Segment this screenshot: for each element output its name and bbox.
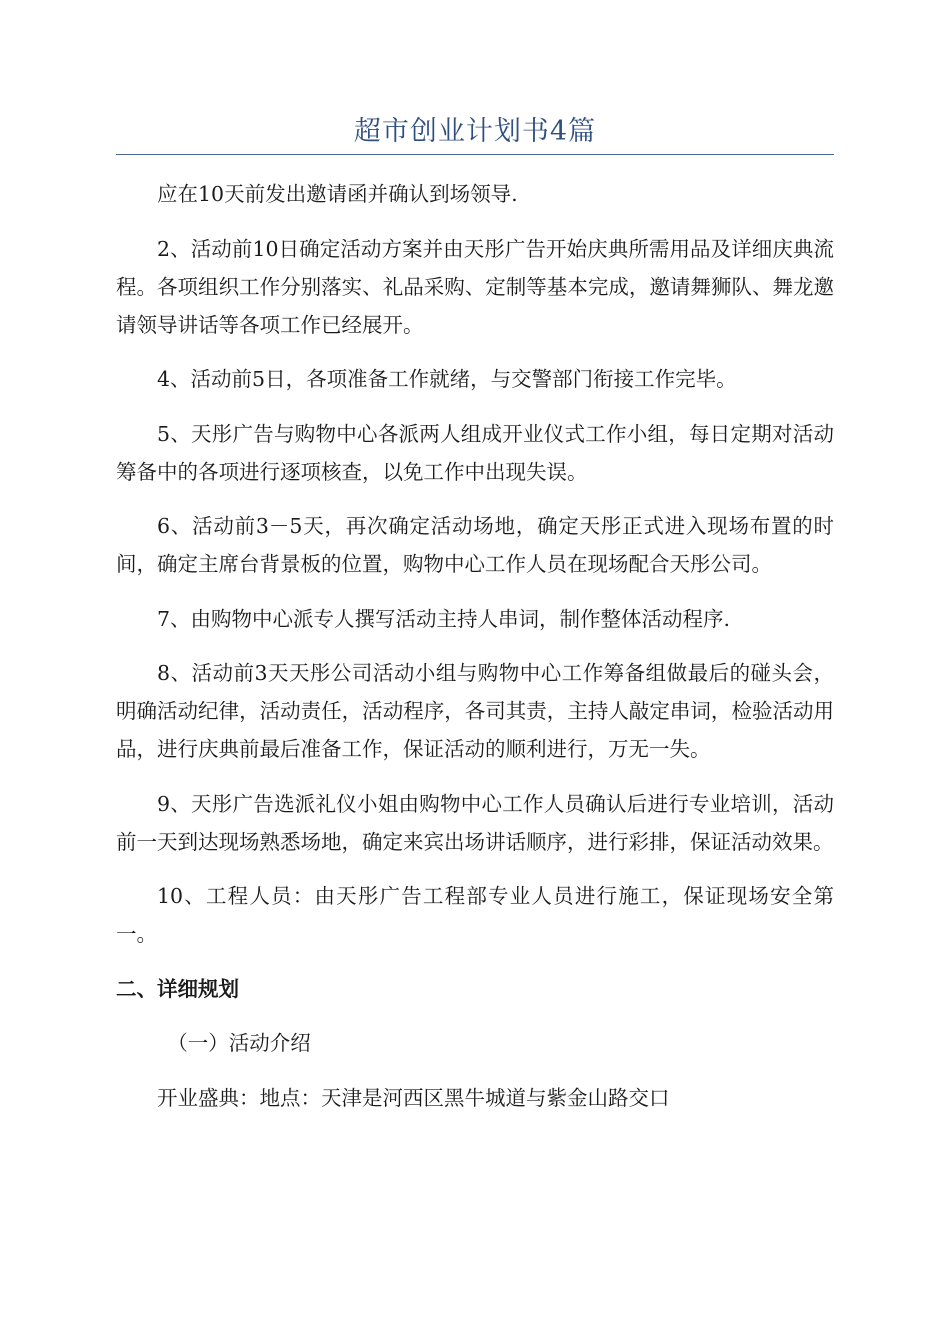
paragraph-invitation: 应在10天前发出邀请函并确认到场领导.: [157, 182, 518, 206]
section-heading: 二、详细规划: [116, 976, 239, 1001]
paragraph-item-7: 7、由购物中心派专人撰写活动主持人串词，制作整体活动程序.: [157, 606, 731, 631]
paragraph-venue: 开业盛典：地点：天津是河西区黑牛城道与紫金山路交口: [157, 1085, 670, 1110]
document-title: 超市创业计划书4篇: [353, 116, 597, 147]
paragraph-item-8: 8、活动前3天天彤公司活动小组与购物中心工作筹备组做最后的碰头会，明确活动纪律，活动责任，活动程序，各司其责，主持人敲定串词，检验活动用品，进行庆典前最后准备工作，保证活动的顺利进行，万无一失。: [116, 661, 834, 761]
paragraph-item-2: 2、活动前10日确定活动方案并由天彤广告开始庆典所需用品及详细庆典流程。各项组织工作分别落实、礼品采购、定制等基本完成，邀请舞狮队、舞龙邀请领导讲话等各项工作已经展开。: [116, 236, 834, 337]
paragraph-item-5: 5、天彤广告与购物中心各派两人组成开业仪式工作小组，每日定期对活动筹备中的各项进行逐项核查，以免工作中出现失误。: [116, 421, 834, 484]
paragraph-item-10: 10、工程人员：由天彤广告工程部专业人员进行施工，保证现场安全第一。: [116, 884, 834, 946]
paragraph-item-6: 6、活动前3－5天，再次确定活动场地，确定天彤正式进入现场布置的时间，确定主席台背景板的位置，购物中心工作人员在现场配合天彤公司。: [116, 514, 834, 576]
title-underline: [116, 154, 834, 155]
paragraph-item-9: 9、天彤广告选派礼仪小姐由购物中心工作人员确认后进行专业培训，活动前一天到达现场熟悉场地，确定来宾出场讲话顺序，进行彩排，保证活动效果。: [116, 791, 834, 854]
paragraph-item-4: 4、活动前5日，各项准备工作就绪，与交警部门衔接工作完毕。: [157, 367, 737, 391]
document-body: [116, 175, 834, 1133]
subsection-heading: （一）活动介绍: [167, 1031, 311, 1055]
